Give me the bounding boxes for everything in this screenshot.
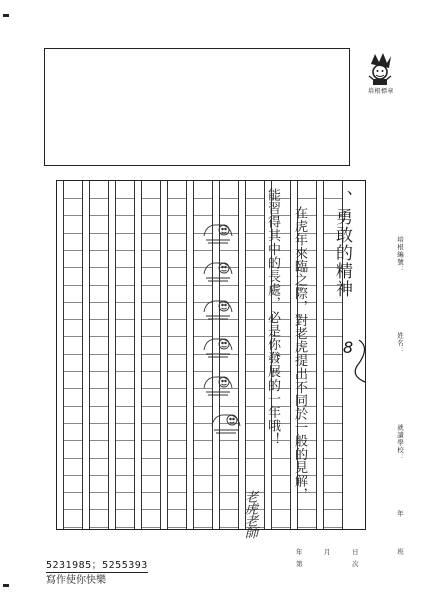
cell-line bbox=[142, 302, 160, 303]
cell-line bbox=[194, 509, 212, 510]
cell-line bbox=[194, 492, 212, 493]
cell-line bbox=[90, 215, 108, 216]
cell-line bbox=[90, 233, 108, 234]
cell-line bbox=[220, 527, 238, 528]
cell-line bbox=[324, 354, 342, 355]
cell-line bbox=[246, 371, 264, 372]
cell-line bbox=[64, 233, 82, 234]
cell-line bbox=[220, 475, 238, 476]
cell-line bbox=[324, 509, 342, 510]
cell-line bbox=[90, 371, 108, 372]
cell-line bbox=[142, 509, 160, 510]
grid-column bbox=[89, 181, 109, 529]
cell-line bbox=[168, 233, 186, 234]
cell-line bbox=[116, 250, 134, 251]
cell-line bbox=[272, 509, 290, 510]
cell-line bbox=[168, 458, 186, 459]
cell-line bbox=[90, 336, 108, 337]
cell-line bbox=[142, 492, 160, 493]
cell-line bbox=[64, 423, 82, 424]
cell-line bbox=[90, 302, 108, 303]
cell-line bbox=[90, 354, 108, 355]
cell-line bbox=[168, 509, 186, 510]
cell-line bbox=[246, 388, 264, 389]
cell-line bbox=[168, 406, 186, 407]
cell-line bbox=[298, 527, 316, 528]
cell-line bbox=[64, 267, 82, 268]
essay-column-1: 在虎年來臨之際，對老虎提出不同於一般的見解， bbox=[292, 206, 307, 501]
cell-line bbox=[90, 509, 108, 510]
cell-line bbox=[194, 198, 212, 199]
cell-line bbox=[246, 285, 264, 286]
cell-line bbox=[142, 406, 160, 407]
cell-line bbox=[324, 458, 342, 459]
cell-line bbox=[116, 285, 134, 286]
cell-line bbox=[64, 371, 82, 372]
cell-line bbox=[168, 336, 186, 337]
cell-line bbox=[168, 388, 186, 389]
cell-line bbox=[90, 285, 108, 286]
cell-line bbox=[116, 354, 134, 355]
essay-column-2: 能習得其中的長處，必是你發展的一年哦！ bbox=[265, 188, 280, 447]
cell-line bbox=[324, 406, 342, 407]
cell-line bbox=[90, 440, 108, 441]
cell-line bbox=[246, 233, 264, 234]
cell-line bbox=[90, 458, 108, 459]
cell-line bbox=[116, 388, 134, 389]
date-no: 第 bbox=[296, 560, 303, 568]
cell-line bbox=[116, 267, 134, 268]
cell-line bbox=[142, 371, 160, 372]
cell-line bbox=[324, 440, 342, 441]
cell-line bbox=[116, 458, 134, 459]
cell-line bbox=[64, 388, 82, 389]
cell-line bbox=[168, 354, 186, 355]
cell-line bbox=[246, 198, 264, 199]
cell-line bbox=[168, 492, 186, 493]
date-year: 年 bbox=[296, 548, 303, 556]
essay-title: 、勇敢的精神 bbox=[332, 190, 352, 298]
cell-line bbox=[246, 406, 264, 407]
cell-line bbox=[142, 267, 160, 268]
date-times: 次 bbox=[352, 560, 359, 568]
cell-line bbox=[116, 475, 134, 476]
praise-stamps-icon bbox=[200, 222, 244, 462]
cell-line bbox=[168, 371, 186, 372]
cell-line bbox=[90, 527, 108, 528]
cell-line bbox=[142, 336, 160, 337]
cell-line bbox=[168, 302, 186, 303]
cell-line bbox=[64, 215, 82, 216]
cell-line bbox=[324, 423, 342, 424]
cell-line bbox=[246, 215, 264, 216]
phone-numbers: 5231985；5255393 bbox=[46, 556, 148, 573]
cell-line bbox=[64, 336, 82, 337]
cell-line bbox=[168, 285, 186, 286]
cell-line bbox=[246, 354, 264, 355]
cell-line bbox=[64, 492, 82, 493]
cell-line bbox=[116, 233, 134, 234]
cell-line bbox=[168, 250, 186, 251]
cell-line bbox=[90, 492, 108, 493]
cell-line bbox=[246, 250, 264, 251]
score-swoosh-icon bbox=[343, 336, 373, 386]
cell-line bbox=[142, 475, 160, 476]
cell-line bbox=[142, 198, 160, 199]
name-label: 姓名： bbox=[396, 332, 404, 355]
cell-line bbox=[64, 475, 82, 476]
code-label: 培根編號： bbox=[396, 236, 404, 274]
cell-line bbox=[116, 371, 134, 372]
grid-column bbox=[63, 181, 83, 529]
cell-line bbox=[142, 388, 160, 389]
cell-line bbox=[116, 406, 134, 407]
cell-line bbox=[64, 250, 82, 251]
cell-line bbox=[324, 371, 342, 372]
cell-line bbox=[272, 527, 290, 528]
drawing-box bbox=[44, 48, 350, 166]
cell-line bbox=[90, 388, 108, 389]
cell-line bbox=[90, 423, 108, 424]
cell-line bbox=[220, 492, 238, 493]
grade-label: 年 bbox=[396, 510, 404, 518]
grid-column bbox=[141, 181, 161, 529]
cell-line bbox=[168, 267, 186, 268]
cell-line bbox=[142, 233, 160, 234]
cell-line bbox=[168, 527, 186, 528]
date-month: 月 bbox=[324, 548, 331, 556]
cell-line bbox=[142, 458, 160, 459]
cell-line bbox=[142, 440, 160, 441]
teacher-signature: 老虎老師 bbox=[242, 490, 257, 538]
cell-line bbox=[64, 527, 82, 528]
cell-line bbox=[298, 198, 316, 199]
cell-line bbox=[246, 475, 264, 476]
cell-line bbox=[220, 509, 238, 510]
cell-line bbox=[324, 527, 342, 528]
cell-line bbox=[116, 336, 134, 337]
margin-mark bbox=[3, 14, 9, 17]
cell-line bbox=[116, 527, 134, 528]
cell-line bbox=[194, 475, 212, 476]
margin-mark bbox=[3, 584, 9, 587]
cell-line bbox=[90, 319, 108, 320]
cell-line bbox=[64, 319, 82, 320]
cell-line bbox=[64, 198, 82, 199]
cell-line bbox=[116, 198, 134, 199]
cell-line bbox=[246, 302, 264, 303]
date-day: 日 bbox=[352, 548, 359, 556]
cell-line bbox=[246, 458, 264, 459]
grid-column bbox=[115, 181, 135, 529]
cell-line bbox=[272, 475, 290, 476]
cell-line bbox=[168, 319, 186, 320]
cell-line bbox=[324, 302, 342, 303]
cell-line bbox=[116, 492, 134, 493]
cell-line bbox=[324, 336, 342, 337]
cell-line bbox=[142, 319, 160, 320]
cell-line bbox=[272, 492, 290, 493]
cell-line bbox=[168, 215, 186, 216]
cell-line bbox=[116, 302, 134, 303]
class-label: 班 bbox=[396, 548, 404, 556]
cell-line bbox=[90, 250, 108, 251]
stamp-logo-icon bbox=[365, 50, 395, 90]
cell-line bbox=[90, 198, 108, 199]
cell-line bbox=[64, 302, 82, 303]
cell-line bbox=[64, 440, 82, 441]
cell-line bbox=[298, 509, 316, 510]
cell-line bbox=[220, 198, 238, 199]
cell-line bbox=[142, 423, 160, 424]
cell-line bbox=[116, 319, 134, 320]
cell-line bbox=[246, 423, 264, 424]
cell-line bbox=[142, 354, 160, 355]
cell-line bbox=[194, 215, 212, 216]
cell-line bbox=[168, 475, 186, 476]
cell-line bbox=[272, 458, 290, 459]
grid-column bbox=[245, 181, 265, 529]
cell-line bbox=[324, 319, 342, 320]
cell-line bbox=[64, 354, 82, 355]
cell-line bbox=[142, 215, 160, 216]
cell-line bbox=[90, 406, 108, 407]
cell-line bbox=[168, 423, 186, 424]
cell-line bbox=[246, 319, 264, 320]
cell-line bbox=[142, 285, 160, 286]
cell-line bbox=[324, 388, 342, 389]
cell-line bbox=[116, 215, 134, 216]
grid-column bbox=[167, 181, 187, 529]
cell-line bbox=[246, 440, 264, 441]
cell-line bbox=[116, 423, 134, 424]
cell-line bbox=[246, 336, 264, 337]
cell-line bbox=[246, 267, 264, 268]
cell-line bbox=[64, 509, 82, 510]
score-mark: 8 bbox=[343, 338, 354, 357]
stamp-label: 培根標章 bbox=[367, 88, 394, 95]
cell-line bbox=[324, 492, 342, 493]
cell-line bbox=[194, 527, 212, 528]
cell-line bbox=[116, 509, 134, 510]
cell-line bbox=[90, 475, 108, 476]
cell-line bbox=[324, 475, 342, 476]
cell-line bbox=[116, 440, 134, 441]
cell-line bbox=[90, 267, 108, 268]
slogan: 寫作使你快樂 bbox=[46, 575, 106, 586]
cell-line bbox=[142, 527, 160, 528]
cell-line bbox=[64, 406, 82, 407]
school-label: 就讀學校： bbox=[396, 424, 404, 462]
cell-line bbox=[64, 458, 82, 459]
cell-line bbox=[168, 198, 186, 199]
cell-line bbox=[168, 440, 186, 441]
cell-line bbox=[220, 215, 238, 216]
cell-line bbox=[142, 250, 160, 251]
cell-line bbox=[64, 285, 82, 286]
